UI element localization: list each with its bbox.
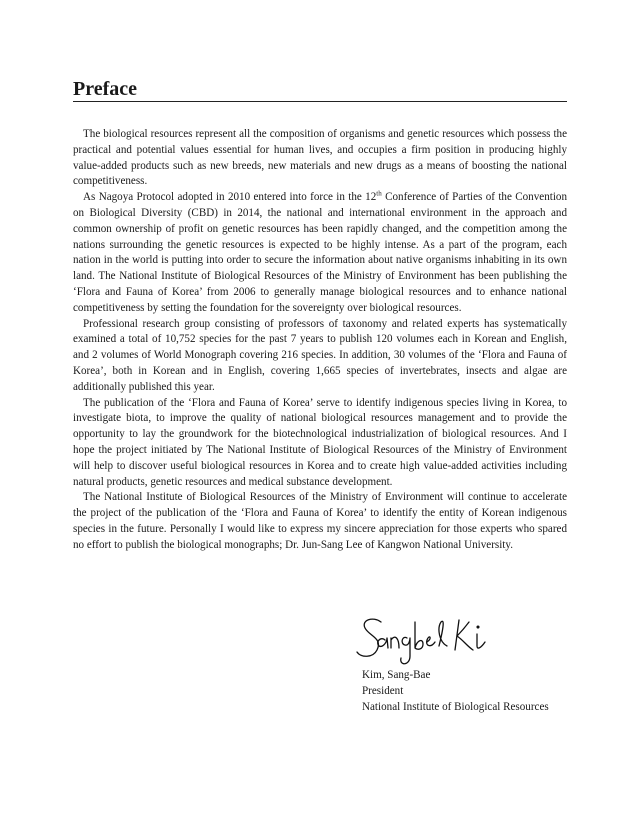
paragraph-3: Professional research group consisting of professors of taxonomy and related experts has systematically examined a total of 10,752 species for the past 7 years to publish 120 volumes each in Korean and English, and 2 volumes of World Monograph covering 216 species. In addition, 30 volumes of the ‘Flora and Fauna of Korea’, both in Korean and in English, covering 1,665 species of invertebrates, insects and algae are additionally published this year.: [73, 317, 567, 393]
signature-block: [362, 668, 549, 715]
page-title: Preface: [73, 78, 138, 100]
ordinal-superscript: th: [376, 189, 382, 198]
signatory-name: Kim, Sang-Bae: [362, 669, 431, 681]
paragraph-1: The biological resources represent all the composition of organisms and genetic resources which possess the practical and potential values essential for human lives, and occupies a firm position in producing highly value-added products such as new breeds, new materials and new drugs as a means of boosting the national competitiveness.: [73, 128, 567, 188]
title-rule: [73, 101, 567, 102]
preface-body: [73, 127, 567, 554]
signatory-title: President: [362, 684, 404, 697]
paragraph-4: The publication of the ‘Flora and Fauna of Korea’ serve to identify indigenous species living in Korea, to investigate biota, to improve the quality of national biological resources management and to provide the opportunity to lay the groundwork for the biotechnological industrialization of biological resources. And I hope the project initiated by The National Institute of Biological Resources of the Ministry of Environment will help to discover useful biological resources in Korea and to create high value-added activities including natural products, genetic resources and medical substance development.: [73, 396, 567, 488]
paragraph-2-part-2: Conference of Parties of the Convention on Biological Diversity (CBD) in 2014, the national and international environment in the approach and common ownership of profit on genetic resources has been rapidly changed, and the competition among the nations surrounding the genetic resources is expected to be highly intense. As a part of the program, each nation in the world is putting into order to secure the information about native organisms inhabiting in its own land. The National Institute of Biological Resources of the Ministry of Environment has been publishing the ‘Flora and Fauna of Korea’ from 2006 to generally manage biological resources and to enhance national competitiveness by setting the foundation for the sovereignty over biological resources.: [73, 191, 567, 314]
signatory-organization: National Institute of Biological Resources: [362, 700, 549, 713]
handwritten-signature: [355, 608, 495, 670]
paragraph-5: The National Institute of Biological Resources of the Ministry of Environment will continue to accelerate the project of the publication of the ‘Flora and Fauna of Korea’ to identify the entity of Korean indigenous species in the future. Personally I would like to express my sincere appreciation for those experts who spared no effort to publish the biological monographs; Dr. Jun-Sang Lee of Kangwon National University.: [73, 491, 567, 551]
paragraph-2: [73, 190, 567, 316]
paragraph-2-part-1: As Nagoya Protocol adopted in 2010 entered into force in the 12: [83, 191, 377, 204]
